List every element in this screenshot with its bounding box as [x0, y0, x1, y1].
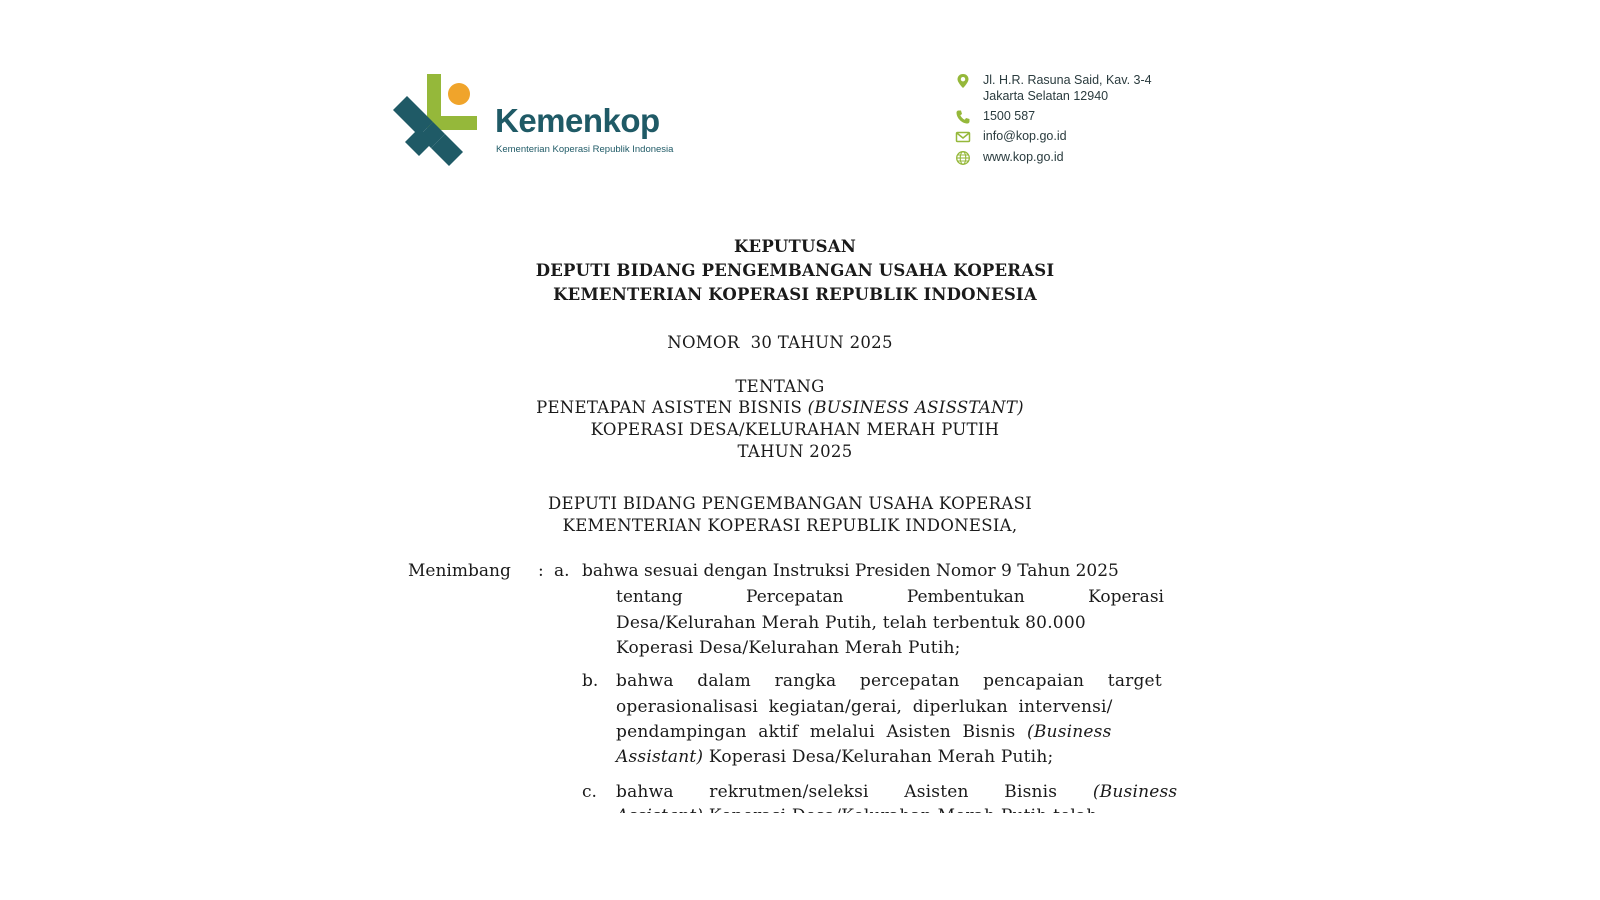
tentang-label: TENTANG: [735, 377, 825, 396]
tentang-line-2: KOPERASI DESA/KELURAHAN MERAH PUTIH: [590, 420, 1000, 439]
map-pin-icon: [955, 73, 971, 89]
item-a-line-3: Desa/Kelurahan Merah Putih, telah terbentuk 80.000: [616, 613, 1086, 633]
tentang-line-1-italic: (BUSINESS ASISSTANT): [807, 398, 1024, 417]
title-kementerian: KEMENTERIAN KOPERASI REPUBLIK INDONESIA: [553, 285, 1037, 304]
item-b-line-3: [616, 722, 1112, 742]
item-a-letter: a.: [554, 561, 570, 581]
item-b-line-4: [616, 747, 1053, 767]
title-keputusan: KEPUTUSAN: [734, 237, 856, 256]
item-a-line-1: [582, 561, 1154, 581]
item-b-line-3-italic: (Business: [1027, 722, 1112, 742]
phone-number: 1500 587: [983, 109, 1036, 123]
menimbang-label: Menimbang: [408, 561, 511, 581]
item-c-letter: c.: [582, 782, 597, 802]
contact-phone: [955, 108, 1035, 125]
phone-icon: [955, 109, 971, 125]
item-c-line-1-italic: (Business: [1092, 782, 1178, 802]
kemenkop-emblem-icon: [393, 72, 493, 172]
item-c-line-1: [616, 782, 1177, 802]
decree-number-text: NOMOR 30 TAHUN 2025: [667, 333, 893, 352]
website-url: www.kop.go.id: [983, 150, 1064, 164]
page-crop-mask: [0, 813, 1600, 900]
email-address: info@kop.go.id: [983, 129, 1067, 143]
tentang-line-1-prefix: PENETAPAN ASISTEN BISNIS: [536, 398, 808, 417]
address-line-1: Jl. H.R. Rasuna Said, Kav. 3-4: [983, 73, 1152, 87]
contact-address: [955, 72, 1152, 104]
tentang-line-1: [400, 398, 1160, 417]
menimbang-colon: :: [538, 561, 544, 581]
item-c-line-1-text: bahwa rekrutmen/seleksi Asisten Bisnis: [616, 782, 1093, 802]
item-a-line-1-text: bahwa sesuai dengan Instruksi Presiden Nomor 9 Tahun 2025: [582, 561, 1119, 581]
brand-name: Kemenkop: [495, 102, 660, 139]
item-b-line-1: bahwa dalam rangka percepatan pencapaian target: [616, 671, 1162, 691]
kemenkop-logo: [393, 72, 693, 172]
item-a-line-2: [616, 587, 1164, 607]
brand-subtitle: Kementerian Koperasi Republik Indonesia: [496, 144, 674, 155]
item-b-line-4-text: Koperasi Desa/Kelurahan Merah Putih;: [703, 747, 1054, 767]
item-a-line-2-text: tentang Percepatan Pembentukan Koperasi: [616, 587, 1164, 607]
decree-number: [400, 333, 1160, 352]
item-a-line-4: Koperasi Desa/Kelurahan Merah Putih;: [616, 638, 961, 658]
item-b-line-2: operasionalisasi kegiatan/gerai, diperlukan intervensi/: [616, 697, 1113, 717]
item-b-letter: b.: [582, 671, 599, 691]
address-line-2: Jakarta Selatan 12940: [983, 89, 1109, 103]
tentang-line-3: TAHUN 2025: [737, 442, 853, 461]
mail-icon: [955, 129, 971, 145]
issuer-line-1: DEPUTI BIDANG PENGEMBANGAN USAHA KOPERASI: [547, 494, 1033, 513]
globe-icon: [955, 150, 971, 166]
item-b-line-3-text: pendampingan aktif melalui Asisten Bisnis: [616, 722, 1028, 742]
item-b-line-4-italic: Assistant): [616, 747, 704, 767]
contact-website: [955, 149, 1064, 166]
contact-email: [955, 128, 1067, 145]
issuer-line-2: KEMENTERIAN KOPERASI REPUBLIK INDONESIA,: [562, 516, 1018, 535]
title-deputi: DEPUTI BIDANG PENGEMBANGAN USAHA KOPERASI: [535, 261, 1055, 280]
